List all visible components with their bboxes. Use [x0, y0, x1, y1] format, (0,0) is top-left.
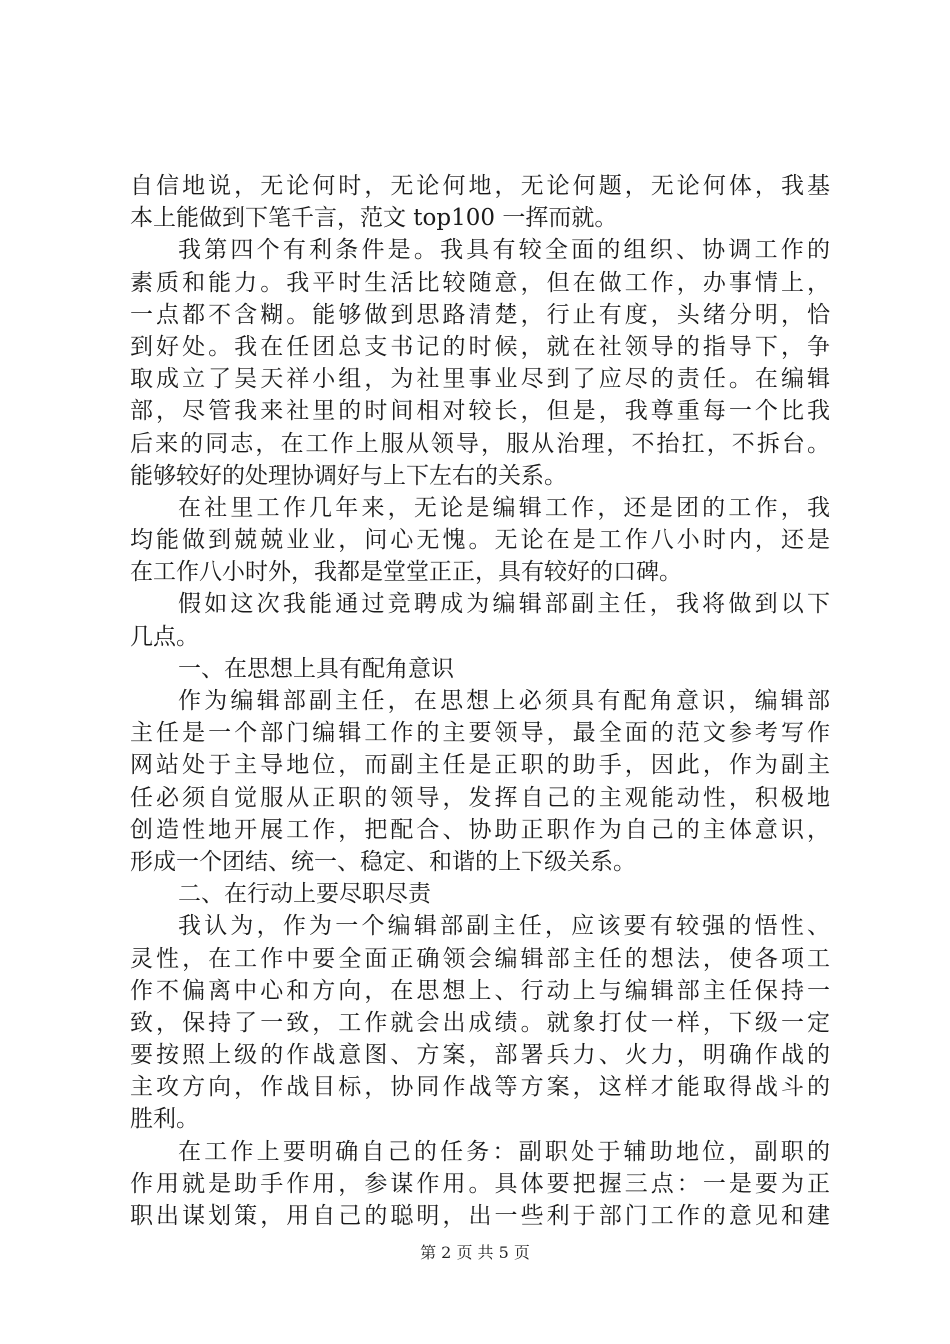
text-line: 作用就是助手作用，参谋作用。具体要把握三点：一是要为正 [130, 1170, 830, 1197]
text-line: 部，尽管我来社里的时间相对较长，但是，我尊重每一个比我 [130, 398, 830, 425]
text-line: 职出谋划策，用自己的聪明，出一些利于部门工作的意见和建 [130, 1203, 830, 1229]
text-line: 作不偏离中心和方向，在思想上、行动上与编辑部主任保持一 [130, 977, 830, 1004]
text-line: 灵性，在工作中要全面正确领会编辑部主任的想法，使各项工 [130, 945, 830, 972]
text-line: 后来的同志，在工作上服从领导，服从治理，不抬扛，不拆台。 [130, 430, 830, 457]
page-footer: 第 2 页 共 5 页 [420, 1243, 530, 1262]
text-line: 形成一个团结、统一、稳定、和谐的上下级关系。 [130, 848, 636, 875]
text-line: 一、在思想上具有配角意识 [178, 655, 454, 682]
document-body [130, 170, 830, 1232]
text-line: 自信地说，无论何时，无论何地，无论何题，无论何体，我基 [130, 173, 830, 199]
text-line: 创造性地开展工作，把配合、协助正职作为自己的主体意识， [130, 816, 830, 843]
text-line: 取成立了吴天祥小组，为社里事业尽到了应尽的责任。在编辑 [130, 366, 830, 393]
text-line: 一点都不含糊。能够做到思路清楚，行止有度，头绪分明，恰 [130, 301, 830, 328]
text-line: 几点。 [130, 623, 199, 650]
text-line: 均能做到兢兢业业，问心无愧。无论在是工作八小时内，还是 [130, 527, 830, 554]
text-line: 在社里工作几年来，无论是编辑工作，还是团的工作，我 [178, 494, 830, 521]
text-line: 到好处。我在任团总支书记的时候，就在社领导的指导下，争 [130, 333, 830, 360]
text-line: 主任是一个部门编辑工作的主要领导，最全面的范文参考写作 [130, 720, 830, 747]
text-line: 我认为，作为一个编辑部副主任，应该要有较强的悟性、 [178, 913, 830, 940]
text-line: 在工作八小时外，我都是堂堂正正，具有较好的口碑。 [130, 559, 682, 586]
text-line: 在工作上要明确自己的任务：副职处于辅助地位，副职的 [178, 1138, 830, 1165]
text-line: 致，保持了一致，工作就会出成绩。就象打仗一样，下级一定 [130, 1009, 830, 1036]
text-line: 主攻方向，作战目标，协同作战等方案，这样才能取得战斗的 [130, 1074, 830, 1101]
text-line: 素质和能力。我平时生活比较随意，但在做工作，办事情上， [130, 269, 830, 296]
text-line: 二、在行动上要尽职尽责 [178, 881, 431, 908]
text-line: 假如这次我能通过竞聘成为编辑部副主任，我将做到以下 [178, 591, 830, 618]
text-line: 胜利。 [130, 1106, 199, 1133]
text-line: 网站处于主导地位，而副主任是正职的助手，因此，作为副主 [130, 752, 830, 779]
text-line: 我第四个有利条件是。我具有较全面的组织、协调工作的 [178, 237, 830, 264]
text-line: 作为编辑部副主任，在思想上必须具有配角意识，编辑部 [178, 688, 830, 714]
text-line: 要按照上级的作战意图、方案，部署兵力、火力，明确作战的 [130, 1042, 830, 1069]
text-line: 任必须自觉服从正职的领导，发挥自己的主观能动性，积极地 [130, 784, 830, 811]
text-line: 本上能做到下笔千言，范文 top100 一挥而就。 [130, 205, 618, 232]
text-line: 能够较好的处理协调好与上下左右的关系。 [130, 462, 567, 489]
